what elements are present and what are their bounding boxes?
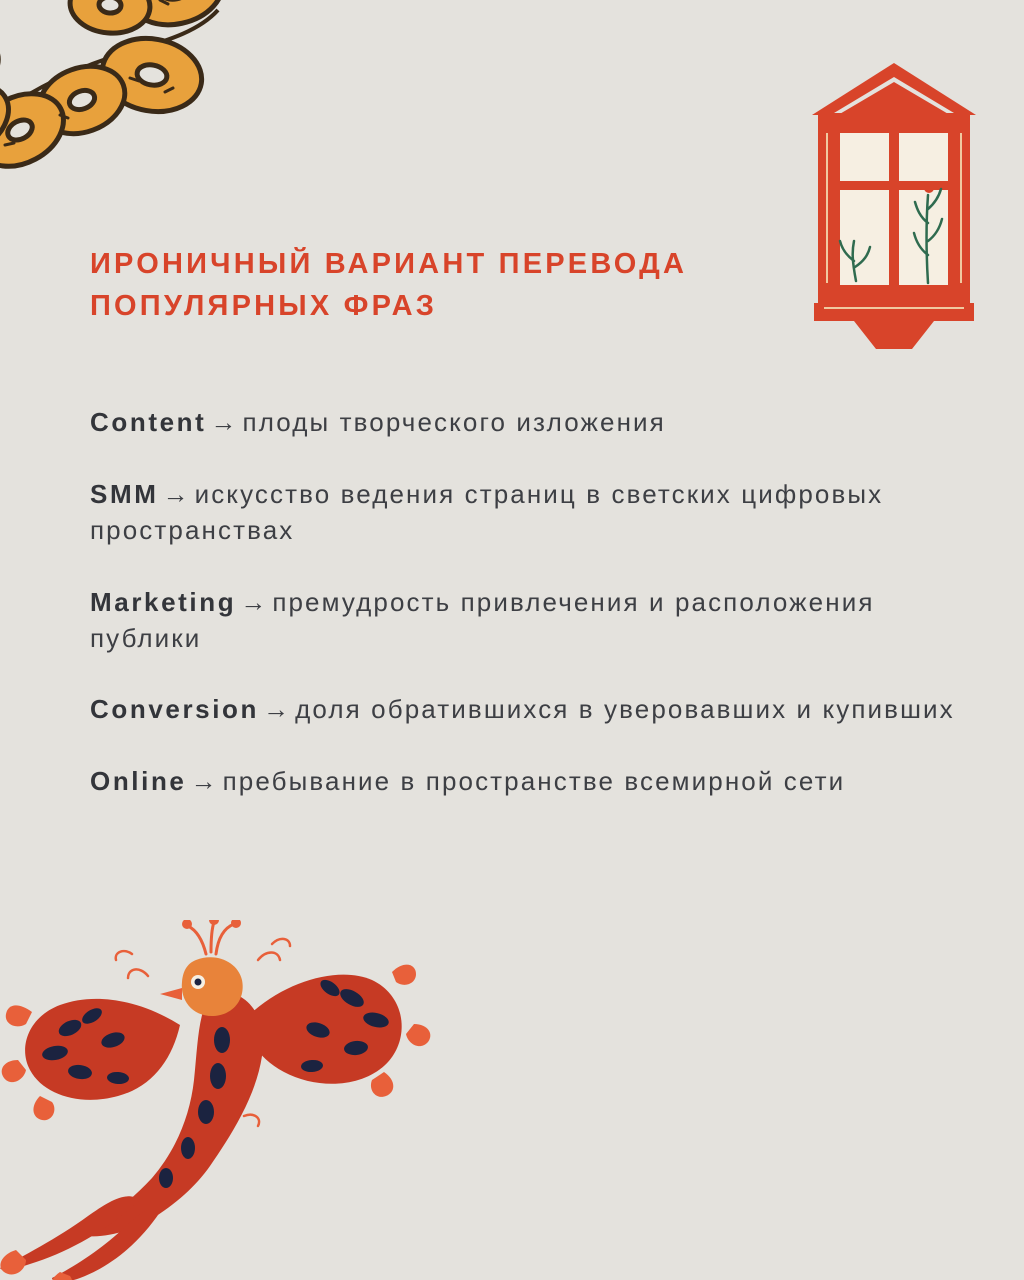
glossary-definition: искусство ведения страниц в светских цифровых пространствах <box>90 478 884 545</box>
list-item <box>90 764 955 800</box>
arrow-icon: → <box>240 586 269 617</box>
glossary-list <box>90 405 955 800</box>
glossary-definition: премудрость привлечения и расположения публики <box>90 586 875 653</box>
glossary-term: Content <box>90 407 207 437</box>
bagels-illustration <box>0 0 290 220</box>
firebird-illustration <box>0 920 440 1280</box>
list-item <box>90 477 955 549</box>
glossary-term: Online <box>90 766 187 797</box>
list-item <box>90 585 955 657</box>
list-item <box>90 405 955 441</box>
glossary-definition: доля обратившихся в уверовавших и купивших <box>295 694 955 725</box>
arrow-icon: → <box>162 478 191 509</box>
list-item <box>90 692 955 728</box>
glossary-term: SMM <box>90 478 159 509</box>
glossary-definition: плоды творческого изложения <box>242 407 666 437</box>
arrow-icon: → <box>210 407 239 437</box>
arrow-icon: → <box>190 766 219 797</box>
glossary-term: Conversion <box>90 694 260 725</box>
glossary-term: Marketing <box>90 586 237 617</box>
glossary-definition: пребывание в пространстве всемирной сети <box>222 766 846 797</box>
page-title: ИРОНИЧНЫЙ ВАРИАНТ ПЕРЕВОДА ПОПУЛЯРНЫХ ФРАЗ <box>90 248 688 323</box>
arrow-icon: → <box>263 694 292 725</box>
